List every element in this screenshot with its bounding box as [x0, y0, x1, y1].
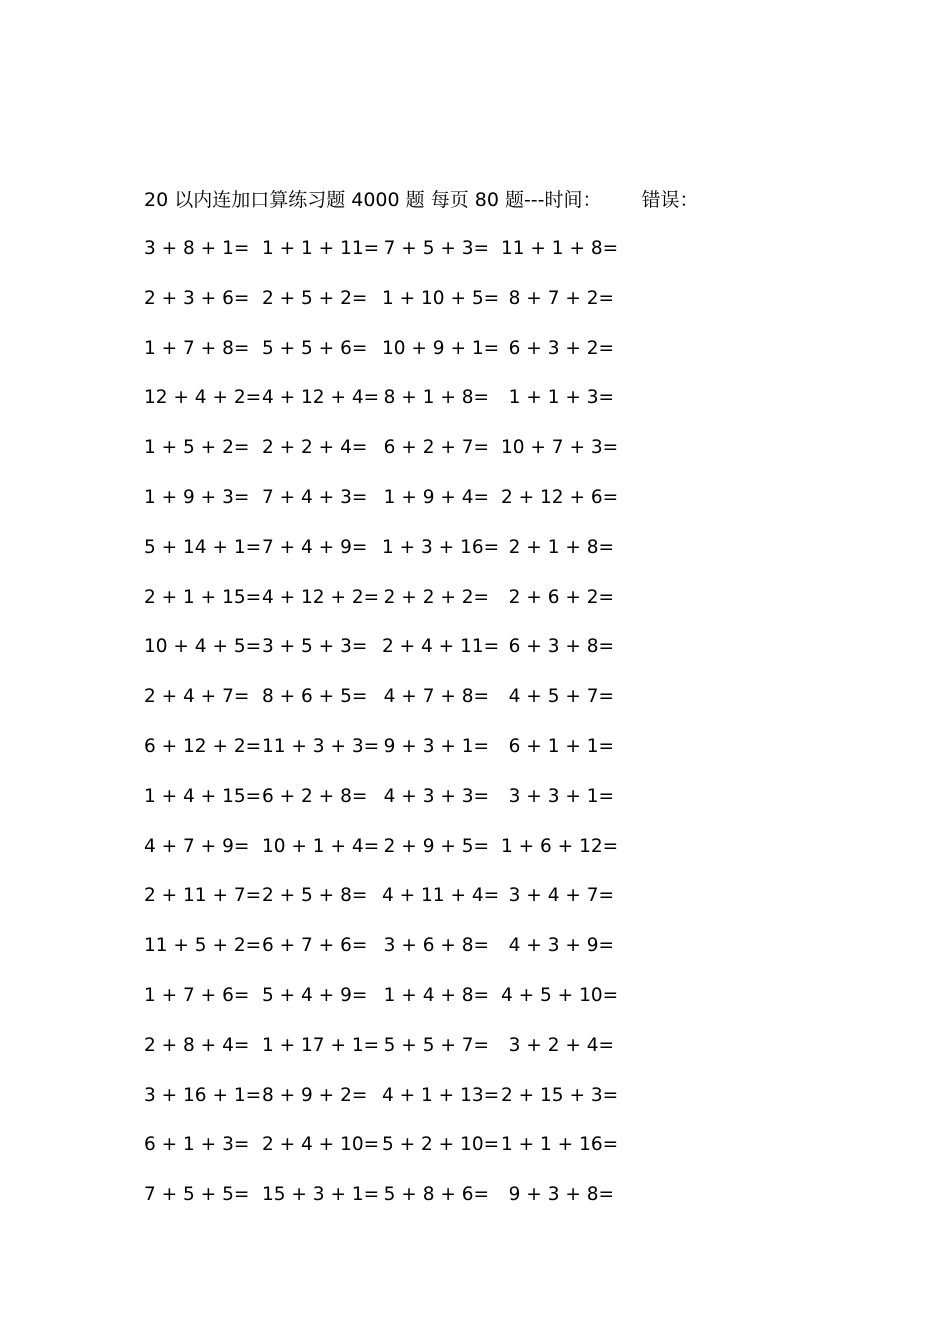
problem-item: 2 + 4 + 7=	[144, 686, 250, 708]
problem-item: 2 + 5 + 2=	[262, 287, 368, 309]
problem-row	[144, 1031, 644, 1081]
problem-item: 4 + 1 + 13=	[382, 1084, 500, 1106]
problem-item: 2 + 2 + 4=	[262, 437, 368, 459]
problem-item: 8 + 7 + 2=	[508, 287, 614, 309]
problem-row	[144, 284, 644, 334]
problem-item: 3 + 6 + 8=	[383, 935, 489, 957]
problem-grid	[144, 234, 644, 1230]
problem-item: 3 + 8 + 1=	[144, 238, 250, 259]
problem-item: 1 + 9 + 4=	[383, 486, 489, 508]
problem-item: 2 + 8 + 4=	[144, 1034, 250, 1056]
problem-item: 1 + 4 + 8=	[383, 984, 489, 1006]
problem-item: 1 + 7 + 6=	[144, 984, 250, 1006]
problem-item: 2 + 3 + 6=	[144, 287, 250, 309]
problem-item: 6 + 12 + 2=	[144, 735, 262, 757]
problem-item: 4 + 11 + 4=	[382, 885, 500, 907]
problem-row	[144, 1130, 644, 1180]
problem-item: 9 + 3 + 1=	[383, 735, 489, 757]
problem-row	[144, 782, 644, 832]
problem-row	[144, 433, 644, 483]
problem-item: 1 + 1 + 11=	[262, 238, 380, 259]
problem-row	[144, 832, 644, 882]
problem-item: 10 + 7 + 3=	[501, 437, 619, 459]
problem-item: 3 + 16 + 1=	[144, 1084, 262, 1106]
problem-item: 1 + 5 + 2=	[144, 437, 250, 459]
problem-row	[144, 931, 644, 981]
problem-item: 1 + 10 + 5=	[382, 287, 500, 309]
problem-item: 2 + 4 + 10=	[262, 1134, 380, 1156]
problem-item: 7 + 4 + 3=	[262, 486, 368, 508]
problem-item: 2 + 1 + 15=	[144, 586, 262, 608]
problem-item: 10 + 9 + 1=	[382, 337, 500, 359]
problem-item: 1 + 7 + 8=	[144, 337, 250, 359]
problem-item: 6 + 3 + 2=	[508, 337, 614, 359]
problem-item: 5 + 8 + 6=	[383, 1184, 489, 1206]
problem-item: 6 + 1 + 3=	[144, 1134, 250, 1156]
problem-item: 11 + 3 + 3=	[262, 735, 380, 757]
problem-item: 7 + 5 + 5=	[144, 1184, 250, 1206]
problem-item: 3 + 3 + 1=	[508, 785, 614, 807]
problem-item: 4 + 3 + 3=	[383, 785, 489, 807]
problem-item: 1 + 9 + 3=	[144, 486, 250, 508]
problem-item: 1 + 1 + 16=	[501, 1134, 619, 1156]
problem-item: 6 + 2 + 7=	[383, 437, 489, 459]
problem-item: 3 + 4 + 7=	[508, 885, 614, 907]
problem-row	[144, 383, 644, 433]
problem-item: 5 + 5 + 6=	[262, 337, 368, 359]
problem-item: 8 + 1 + 8=	[383, 387, 489, 409]
problem-item: 2 + 9 + 5=	[383, 835, 489, 857]
problem-row	[144, 1180, 644, 1230]
problem-row	[144, 732, 644, 782]
problem-item: 2 + 15 + 3=	[501, 1084, 619, 1106]
problem-row	[144, 483, 644, 533]
problem-row	[144, 234, 644, 284]
problem-item: 1 + 1 + 3=	[508, 387, 614, 409]
problem-item: 5 + 14 + 1=	[144, 536, 262, 558]
problem-item: 10 + 1 + 4=	[262, 835, 380, 857]
problem-item: 5 + 4 + 9=	[262, 984, 368, 1006]
problem-item: 2 + 4 + 11=	[382, 636, 500, 658]
problem-row	[144, 881, 644, 931]
problem-row	[144, 533, 644, 583]
problem-item: 8 + 6 + 5=	[262, 686, 368, 708]
problem-item: 15 + 3 + 1=	[262, 1184, 380, 1206]
problem-item: 2 + 5 + 8=	[262, 885, 368, 907]
problem-item: 2 + 11 + 7=	[144, 885, 262, 907]
problem-item: 3 + 2 + 4=	[508, 1034, 614, 1056]
problem-item: 1 + 3 + 16=	[382, 536, 500, 558]
problem-item: 8 + 9 + 2=	[262, 1084, 368, 1106]
worksheet-title	[144, 186, 699, 214]
problem-row	[144, 583, 644, 633]
title-errors: 错误：	[641, 189, 699, 211]
problem-item: 5 + 2 + 10=	[382, 1134, 500, 1156]
problem-item: 11 + 1 + 8=	[501, 238, 619, 259]
title-main: 20 以内连加口算练习题 4000 题 每页 80 题---时间：	[144, 189, 602, 211]
problem-item: 3 + 5 + 3=	[262, 636, 368, 658]
problem-item: 6 + 2 + 8=	[262, 785, 368, 807]
problem-item: 4 + 7 + 9=	[144, 835, 250, 857]
problem-item: 2 + 1 + 8=	[508, 536, 614, 558]
problem-row	[144, 682, 644, 732]
problem-item: 4 + 5 + 7=	[508, 686, 614, 708]
problem-row	[144, 334, 644, 384]
problem-item: 12 + 4 + 2=	[144, 387, 262, 409]
problem-item: 4 + 5 + 10=	[501, 984, 619, 1006]
problem-item: 2 + 6 + 2=	[508, 586, 614, 608]
problem-item: 4 + 3 + 9=	[508, 935, 614, 957]
problem-item: 6 + 7 + 6=	[262, 935, 368, 957]
problem-item: 1 + 4 + 15=	[144, 785, 262, 807]
problem-item: 4 + 12 + 2=	[262, 586, 380, 608]
problem-item: 4 + 12 + 4=	[262, 387, 380, 409]
problem-item: 6 + 3 + 8=	[508, 636, 614, 658]
problem-item: 7 + 5 + 3=	[383, 238, 489, 259]
problem-item: 7 + 4 + 9=	[262, 536, 368, 558]
problem-item: 9 + 3 + 8=	[508, 1184, 614, 1206]
problem-item: 6 + 1 + 1=	[508, 735, 614, 757]
problem-row	[144, 632, 644, 682]
problem-item: 10 + 4 + 5=	[144, 636, 262, 658]
problem-item: 2 + 2 + 2=	[383, 586, 489, 608]
problem-item: 11 + 5 + 2=	[144, 935, 262, 957]
problem-item: 5 + 5 + 7=	[383, 1034, 489, 1056]
problem-item: 2 + 12 + 6=	[501, 486, 619, 508]
problem-item: 4 + 7 + 8=	[383, 686, 489, 708]
problem-row	[144, 1081, 644, 1131]
problem-row	[144, 981, 644, 1031]
problem-item: 1 + 6 + 12=	[501, 835, 619, 857]
problem-item: 1 + 17 + 1=	[262, 1034, 380, 1056]
